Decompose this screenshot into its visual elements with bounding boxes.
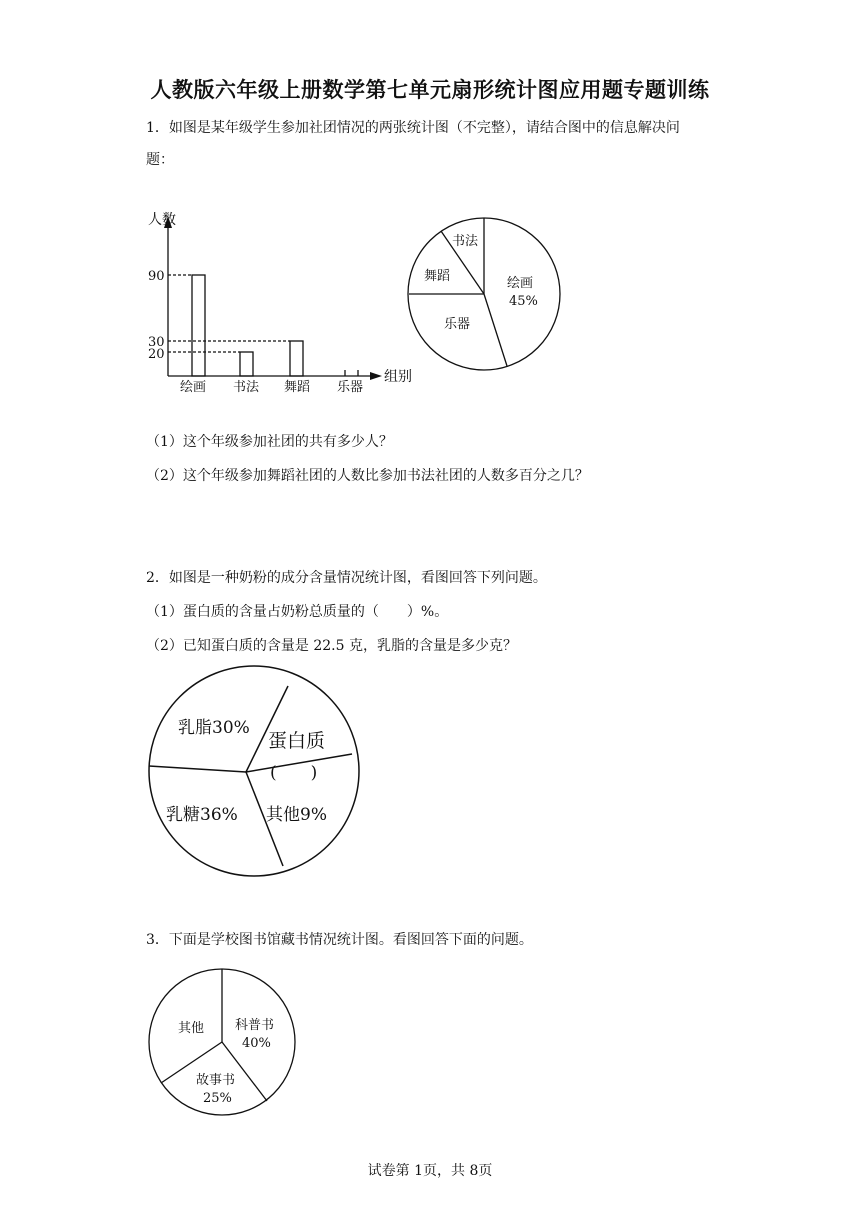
bar-painting	[192, 275, 205, 376]
q1-sub1: （1）这个年级参加社团的共有多少人？	[146, 434, 393, 450]
q2-intro: 2．如图是一种奶粉的成分含量情况统计图，看图回答下列问题。	[146, 570, 547, 586]
cat-label-instrument: 乐器	[337, 380, 364, 395]
q3-pie-label-story-pct: 25%	[203, 1091, 232, 1106]
q3-pie-label-science-pct: 40%	[242, 1036, 271, 1051]
cat-label-dance: 舞蹈	[284, 380, 311, 395]
cat-label-calligraphy: 书法	[233, 380, 260, 395]
q2-pie-label-protein: 蛋白质	[268, 730, 326, 752]
q2-pie-label-lactose: 乳糖36%	[166, 805, 238, 825]
q2-sub2: （2）已知蛋白质的含量是 22.5 克，乳脂的含量是多少克？	[146, 638, 517, 654]
bar-ylabel: 人数	[148, 212, 176, 228]
q2-slice-line-left	[149, 766, 246, 772]
cat-label-painting: 绘画	[180, 380, 207, 395]
bar-dance	[290, 341, 303, 376]
q2-sub1: （1）蛋白质的含量占奶粉总质量的（ ）%。	[146, 604, 449, 620]
page-title: 人教版六年级上册数学第七单元扇形统计图应用题专题训练	[150, 77, 710, 102]
q3-pie-label-science: 科普书	[235, 1018, 275, 1033]
q1-pie-label-dance: 舞蹈	[424, 269, 451, 284]
bar-calligraphy	[240, 352, 253, 376]
q1-pie-label-painting: 绘画	[507, 276, 534, 291]
q3-pie-label-story: 故事书	[196, 1073, 236, 1088]
q2-slice-line-top	[246, 686, 288, 772]
bar-x-arrow	[370, 372, 382, 380]
q2-pie-chart	[149, 666, 359, 876]
q3-pie-label-other: 其他	[178, 1021, 205, 1036]
tick-label-20: 20	[148, 347, 165, 362]
q1-sub2: （2）这个年级参加舞蹈社团的人数比参加书法社团的人数多百分之几？	[146, 468, 589, 484]
q1-intro-line2: 题：	[146, 152, 174, 168]
q2-pie-label-other: 其他9%	[266, 805, 327, 825]
q1-bar-chart	[164, 216, 382, 380]
q1-pie-label-calligraphy: 书法	[452, 234, 479, 249]
q1-intro-line1: 1．如图是某年级学生参加社团情况的两张统计图（不完整），请结合图中的信息解决问	[146, 120, 680, 136]
q1-pie-label-painting-pct: 45%	[509, 294, 538, 309]
tick-label-90: 90	[148, 269, 165, 284]
q1-pie-label-instrument: 乐器	[444, 317, 471, 332]
q2-pie-label-fat: 乳脂30%	[178, 718, 250, 738]
bar-xlabel: 组别	[384, 369, 412, 385]
q1-slice-line-bottom	[484, 294, 507, 366]
page-footer: 试卷第 1页，共 8页	[367, 1163, 493, 1179]
q2-pie-label-protein-blank: ( )	[270, 763, 318, 783]
q3-intro: 3．下面是学校图书馆藏书情况统计图。看图回答下面的问题。	[146, 932, 533, 948]
tick-label-30: 30	[148, 335, 165, 350]
